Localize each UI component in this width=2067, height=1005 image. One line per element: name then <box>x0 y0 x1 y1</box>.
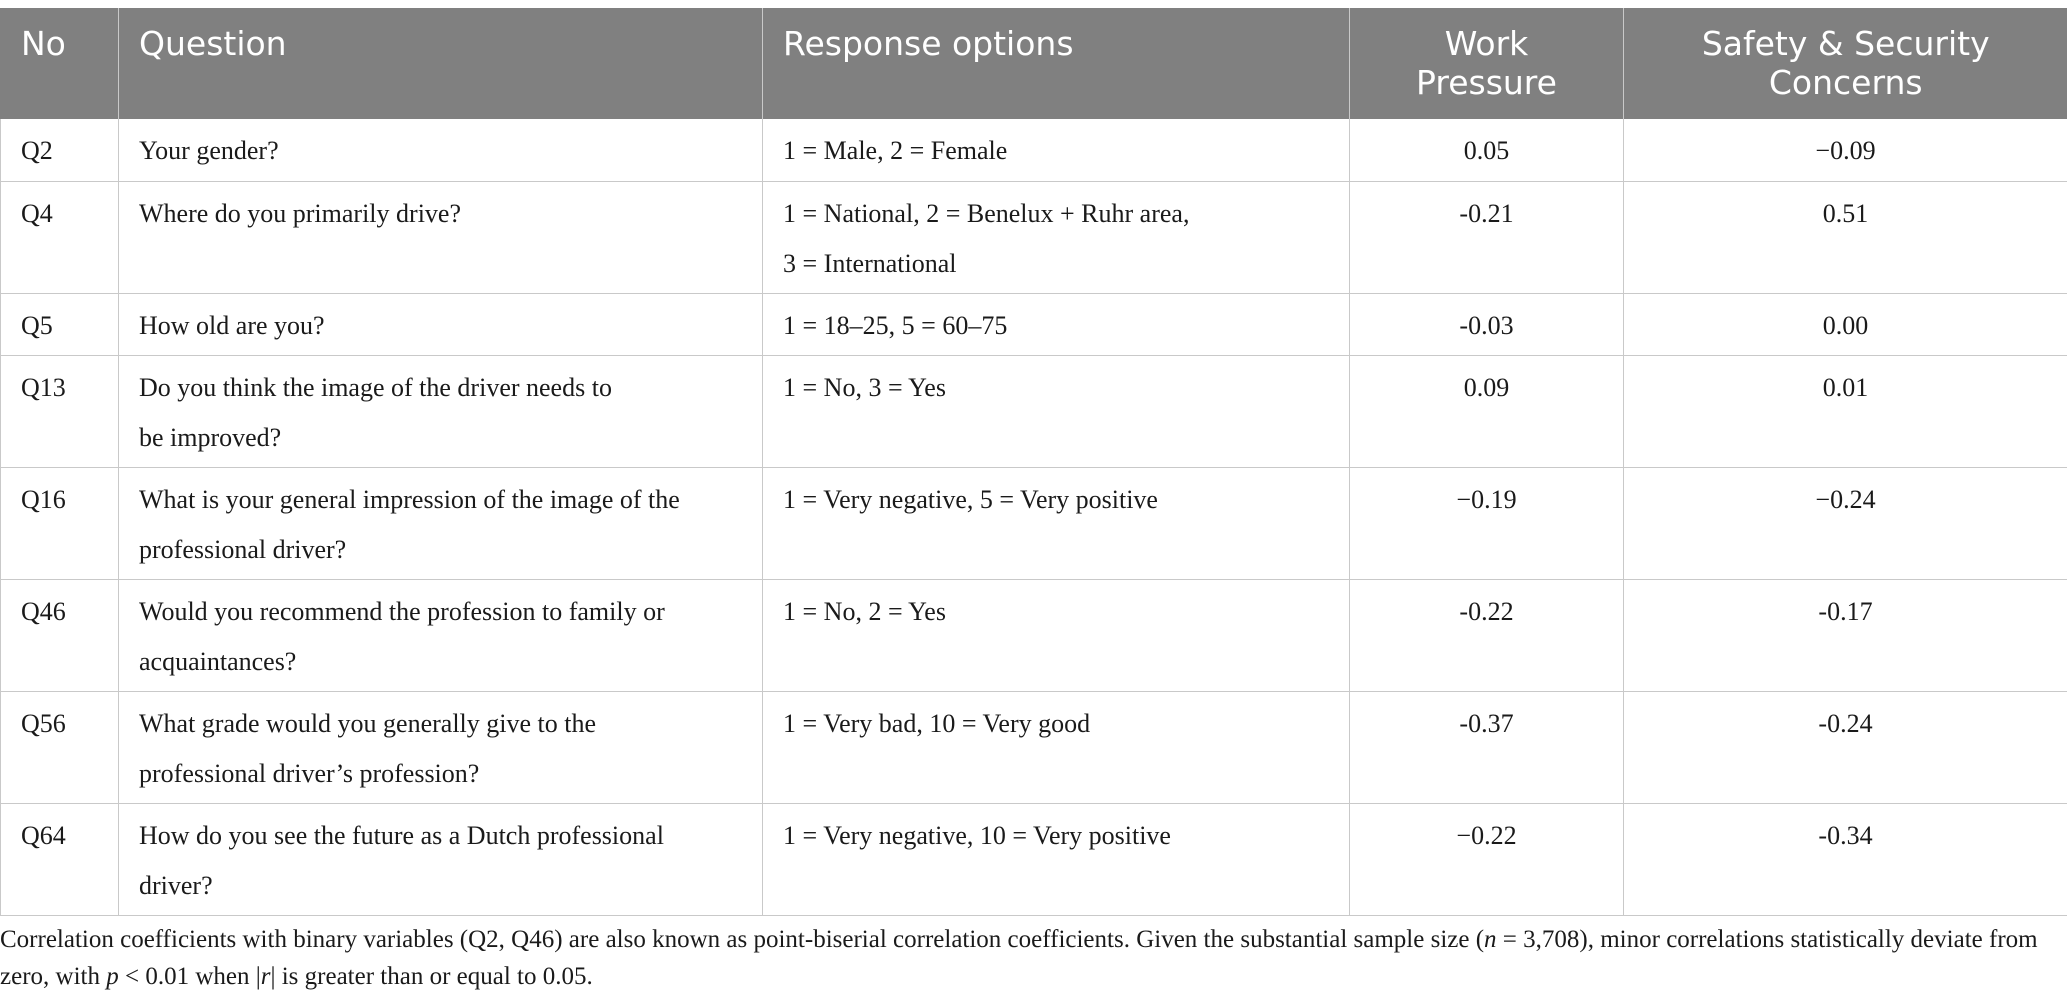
cell-response-options <box>763 293 1350 355</box>
cell-no: Q46 <box>1 579 119 691</box>
footnote-r-variable: r <box>260 963 271 990</box>
cell-question-line: How do you see the future as a Dutch professional <box>139 820 664 850</box>
cell-safety-security: −0.09 <box>1624 119 2067 181</box>
header-safety-security-line2: Concerns <box>1768 63 1923 102</box>
cell-question-line: driver? <box>139 870 213 900</box>
header-work-pressure-line1: Work <box>1444 24 1529 63</box>
cell-response-options <box>763 691 1350 803</box>
cell-question <box>119 691 763 803</box>
cell-response-options <box>763 467 1350 579</box>
cell-question <box>119 803 763 915</box>
table-body <box>1 119 2067 915</box>
correlation-table-container <box>0 8 2067 916</box>
cell-question-line: What grade would you generally give to the <box>139 708 597 738</box>
cell-response-line: 1 = 18–25, 5 = 60–75 <box>783 310 1008 340</box>
table-row <box>1 181 2067 293</box>
cell-question <box>119 355 763 467</box>
cell-question-line: Your gender? <box>139 136 279 165</box>
cell-question <box>119 579 763 691</box>
cell-no: Q2 <box>1 119 119 181</box>
footnote-text: Correlation coefficients with binary variables (Q2, Q46) are also known as point-biserial correlation coefficients. Given the substantial sample size ( <box>0 926 1485 953</box>
cell-response-options <box>763 181 1350 293</box>
table-row <box>1 293 2067 355</box>
header-response-options: Response options <box>763 8 1350 119</box>
header-safety-security-line1: Safety & Security <box>1701 24 1990 63</box>
header-question: Question <box>119 8 763 119</box>
cell-safety-security: -0.24 <box>1624 691 2067 803</box>
cell-response-options <box>763 803 1350 915</box>
cell-work-pressure: −0.19 <box>1350 467 1624 579</box>
cell-response-options <box>763 119 1350 181</box>
header-work-pressure-line2: Pressure <box>1416 63 1557 102</box>
table-row <box>1 467 2067 579</box>
cell-response-options <box>763 355 1350 467</box>
table-row <box>1 355 2067 467</box>
cell-question <box>119 293 763 355</box>
cell-response-line: 3 = International <box>783 248 957 278</box>
header-safety-security <box>1624 8 2067 119</box>
cell-response-line: 1 = Very negative, 5 = Very positive <box>783 484 1158 514</box>
cell-question-line: professional driver? <box>139 534 347 564</box>
footnote-text: < 0.01 when | <box>118 963 261 990</box>
cell-work-pressure: 0.09 <box>1350 355 1624 467</box>
cell-response-line: 1 = National, 2 = Benelux + Ruhr area, <box>783 198 1190 228</box>
cell-question-line: What is your general impression of the image of the <box>139 484 680 514</box>
cell-no: Q64 <box>1 803 119 915</box>
cell-response-line: 1 = No, 2 = Yes <box>783 596 946 626</box>
table-row <box>1 803 2067 915</box>
cell-work-pressure: 0.05 <box>1350 119 1624 181</box>
cell-no: Q16 <box>1 467 119 579</box>
footnote-text: = 3,708), minor correlations statistically deviate from zero, with <box>0 926 2038 990</box>
cell-question <box>119 181 763 293</box>
cell-safety-security: -0.17 <box>1624 579 2067 691</box>
cell-no: Q4 <box>1 181 119 293</box>
cell-response-line: 1 = Male, 2 = Female <box>783 136 1008 165</box>
cell-question-line: How old are you? <box>139 310 325 340</box>
table-row <box>1 691 2067 803</box>
header-no: No <box>1 8 119 119</box>
header-row <box>1 8 2067 119</box>
table-row <box>1 119 2067 181</box>
cell-safety-security: −0.24 <box>1624 467 2067 579</box>
correlation-table <box>0 8 2067 916</box>
cell-question-line: acquaintances? <box>139 646 297 676</box>
cell-safety-security: 0.51 <box>1624 181 2067 293</box>
cell-response-options <box>763 579 1350 691</box>
cell-question-line: Where do you primarily drive? <box>139 198 461 228</box>
cell-safety-security: -0.34 <box>1624 803 2067 915</box>
footnote-n-variable: n <box>1484 926 1497 953</box>
table-header <box>1 8 2067 119</box>
cell-no: Q56 <box>1 691 119 803</box>
cell-no: Q13 <box>1 355 119 467</box>
cell-question-line: Do you think the image of the driver needs to <box>139 372 612 402</box>
cell-work-pressure: −0.22 <box>1350 803 1624 915</box>
cell-question <box>119 119 763 181</box>
header-work-pressure <box>1350 8 1624 119</box>
cell-work-pressure: -0.37 <box>1350 691 1624 803</box>
cell-no: Q5 <box>1 293 119 355</box>
table-row <box>1 579 2067 691</box>
cell-response-line: 1 = Very bad, 10 = Very good <box>783 708 1091 738</box>
cell-question-line: Would you recommend the profession to family or <box>139 596 665 626</box>
cell-question <box>119 467 763 579</box>
cell-response-line: 1 = Very negative, 10 = Very positive <box>783 820 1171 850</box>
cell-question-line: be improved? <box>139 422 282 452</box>
cell-response-line: 1 = No, 3 = Yes <box>783 372 946 402</box>
cell-safety-security: 0.00 <box>1624 293 2067 355</box>
cell-work-pressure: -0.22 <box>1350 579 1624 691</box>
cell-safety-security: 0.01 <box>1624 355 2067 467</box>
cell-work-pressure: -0.21 <box>1350 181 1624 293</box>
footnote-p-variable: p <box>106 963 119 990</box>
table-footnote <box>0 921 2060 995</box>
footnote-text: | is greater than or equal to 0.05. <box>270 963 593 990</box>
cell-work-pressure: -0.03 <box>1350 293 1624 355</box>
cell-question-line: professional driver’s profession? <box>139 758 480 788</box>
